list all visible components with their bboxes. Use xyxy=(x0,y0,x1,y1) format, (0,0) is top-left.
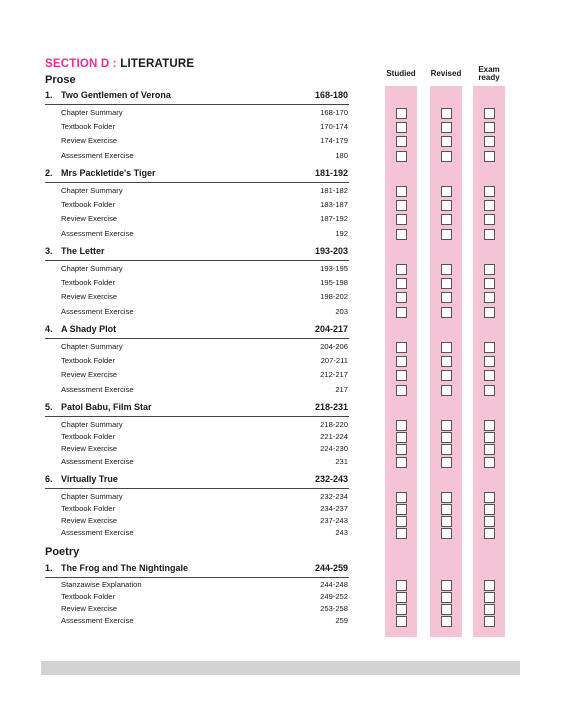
exam-ready-checkbox[interactable] xyxy=(484,370,495,381)
exam-ready-checkbox[interactable] xyxy=(484,292,495,303)
studied-checkbox[interactable] xyxy=(396,122,407,133)
item-pages: 204-206 xyxy=(320,342,348,351)
revised-checkbox[interactable] xyxy=(441,108,452,119)
revised-column-header: Revised xyxy=(430,69,462,78)
item-pages: 168-170 xyxy=(320,108,348,117)
list-item xyxy=(61,264,348,276)
item-name: Review Exercise xyxy=(61,444,118,453)
list-item xyxy=(61,492,348,504)
item-pages: 193-195 xyxy=(320,264,348,273)
item-name: Review Exercise xyxy=(61,136,118,145)
prose-heading: Prose xyxy=(45,74,76,86)
item-pages: 231 xyxy=(335,457,348,466)
list-item xyxy=(61,307,348,319)
chapter-title: The Frog and The Nightingale xyxy=(61,563,188,573)
list-item xyxy=(61,292,348,304)
revised-checkbox[interactable] xyxy=(441,307,452,318)
studied-checkbox[interactable] xyxy=(396,108,407,119)
studied-checkbox[interactable] xyxy=(396,342,407,353)
revised-checkbox[interactable] xyxy=(441,432,452,443)
exam-header-line2: ready xyxy=(478,73,500,82)
exam-ready-checkbox[interactable] xyxy=(484,604,495,615)
item-name: Assessment Exercise xyxy=(61,229,134,238)
item-name: Textbook Folder xyxy=(61,592,116,601)
list-item xyxy=(61,122,348,134)
exam-ready-checkbox[interactable] xyxy=(484,528,495,539)
studied-checkbox[interactable] xyxy=(396,370,407,381)
exam-ready-checkbox[interactable] xyxy=(484,504,495,515)
item-pages: 195-198 xyxy=(320,278,348,287)
list-item xyxy=(61,516,348,528)
item-name: Review Exercise xyxy=(61,516,118,525)
studied-checkbox[interactable] xyxy=(396,580,407,591)
studied-checkbox[interactable] xyxy=(396,200,407,211)
exam-ready-checkbox[interactable] xyxy=(484,492,495,503)
studied-checkbox[interactable] xyxy=(396,136,407,147)
item-name: Chapter Summary xyxy=(61,420,123,429)
chapter-heading xyxy=(45,324,349,339)
item-name: Chapter Summary xyxy=(61,186,123,195)
item-pages: 203 xyxy=(335,307,348,316)
list-item xyxy=(61,616,348,628)
studied-checkbox[interactable] xyxy=(396,264,407,275)
list-item xyxy=(61,200,348,212)
studied-checkbox[interactable] xyxy=(396,278,407,289)
chapter-number: 3. xyxy=(45,246,53,256)
chapter-number: 5. xyxy=(45,402,53,412)
item-pages: 217 xyxy=(335,385,348,394)
item-pages: 224-230 xyxy=(320,444,348,453)
section-name: LITERATURE xyxy=(120,58,195,70)
item-pages: 198-202 xyxy=(320,292,348,301)
item-pages: 234-237 xyxy=(320,504,348,513)
exam-ready-checkbox[interactable] xyxy=(484,580,495,591)
exam-ready-checkbox[interactable] xyxy=(484,186,495,197)
exam-ready-checkbox[interactable] xyxy=(484,516,495,527)
item-pages: 259 xyxy=(335,616,348,625)
list-item xyxy=(61,151,348,163)
item-name: Assessment Exercise xyxy=(61,457,134,466)
list-item xyxy=(61,108,348,120)
item-name: Chapter Summary xyxy=(61,264,123,273)
exam-ready-checkbox[interactable] xyxy=(484,356,495,367)
item-name: Textbook Folder xyxy=(61,356,116,365)
revised-checkbox[interactable] xyxy=(441,457,452,468)
item-name: Textbook Folder xyxy=(61,504,116,513)
footer-bar xyxy=(41,661,520,675)
studied-checkbox[interactable] xyxy=(396,604,407,615)
item-pages: 207-211 xyxy=(320,356,348,365)
studied-checkbox[interactable] xyxy=(396,592,407,603)
chapter-number: 4. xyxy=(45,324,53,334)
revised-checkbox[interactable] xyxy=(441,528,452,539)
studied-checkbox[interactable] xyxy=(396,186,407,197)
item-name: Stanzawise Explanation xyxy=(61,580,142,589)
item-name: Assessment Exercise xyxy=(61,616,134,625)
studied-column-header: Studied xyxy=(386,69,416,78)
list-item xyxy=(61,370,348,382)
list-item xyxy=(61,186,348,198)
item-pages: 192 xyxy=(335,229,348,238)
revised-checkbox[interactable] xyxy=(441,342,452,353)
studied-checkbox[interactable] xyxy=(396,420,407,431)
item-pages: 218-220 xyxy=(320,420,348,429)
list-item xyxy=(61,444,348,456)
item-name: Assessment Exercise xyxy=(61,307,134,316)
chapter-heading xyxy=(45,246,349,261)
item-pages: 180 xyxy=(335,151,348,160)
chapter-title: Mrs Packletide's Tiger xyxy=(61,168,156,178)
item-name: Chapter Summary xyxy=(61,342,123,351)
item-pages: 187-192 xyxy=(320,214,348,223)
exam-ready-checkbox[interactable] xyxy=(484,122,495,133)
item-pages: 170-174 xyxy=(320,122,348,131)
chapter-pages: 244-259 xyxy=(314,563,348,573)
exam-ready-checkbox[interactable] xyxy=(484,616,495,627)
exam-ready-checkbox[interactable] xyxy=(484,229,495,240)
revised-checkbox[interactable] xyxy=(441,122,452,133)
revised-checkbox[interactable] xyxy=(441,214,452,225)
revised-checkbox[interactable] xyxy=(441,504,452,515)
revised-checkbox[interactable] xyxy=(441,292,452,303)
chapter-title: A Shady Plot xyxy=(61,324,117,334)
item-pages: 244-248 xyxy=(320,580,348,589)
exam-ready-column-header xyxy=(470,66,508,82)
chapter-heading xyxy=(45,90,349,105)
item-name: Review Exercise xyxy=(61,292,118,301)
item-name: Textbook Folder xyxy=(61,432,116,441)
revised-checkbox[interactable] xyxy=(441,356,452,367)
exam-ready-checkbox[interactable] xyxy=(484,385,495,396)
exam-ready-checkbox[interactable] xyxy=(484,592,495,603)
item-pages: 232-234 xyxy=(320,492,348,501)
list-item xyxy=(61,528,348,540)
revised-checkbox[interactable] xyxy=(441,616,452,627)
item-pages: 243 xyxy=(335,528,348,537)
chapter-pages: 204-217 xyxy=(314,324,348,334)
chapter-title: Virtually True xyxy=(61,474,118,484)
list-item xyxy=(61,385,348,397)
chapter-heading xyxy=(45,474,349,489)
revised-checkbox[interactable] xyxy=(441,592,452,603)
studied-checkbox[interactable] xyxy=(396,457,407,468)
studied-checkbox[interactable] xyxy=(396,492,407,503)
studied-checkbox[interactable] xyxy=(396,214,407,225)
revised-checkbox[interactable] xyxy=(441,580,452,591)
list-item xyxy=(61,457,348,469)
studied-checkbox[interactable] xyxy=(396,307,407,318)
revised-checkbox[interactable] xyxy=(441,151,452,162)
item-pages: 212-217 xyxy=(320,370,348,379)
item-pages: 249-252 xyxy=(320,592,348,601)
item-pages: 253-258 xyxy=(320,604,348,613)
studied-checkbox[interactable] xyxy=(396,292,407,303)
exam-ready-checkbox[interactable] xyxy=(484,214,495,225)
chapter-heading xyxy=(45,402,349,417)
chapter-heading xyxy=(45,168,349,183)
revised-checkbox[interactable] xyxy=(441,516,452,527)
item-name: Review Exercise xyxy=(61,214,118,223)
item-name: Assessment Exercise xyxy=(61,528,134,537)
studied-checkbox[interactable] xyxy=(396,432,407,443)
exam-ready-checkbox[interactable] xyxy=(484,457,495,468)
list-item xyxy=(61,604,348,616)
item-pages: 237-243 xyxy=(320,516,348,525)
chapter-title: Two Gentlemen of Verona xyxy=(61,90,171,100)
chapter-number: 2. xyxy=(45,168,53,178)
item-pages: 221-224 xyxy=(320,432,348,441)
studied-checkbox[interactable] xyxy=(396,616,407,627)
chapter-title: The Letter xyxy=(61,246,105,256)
chapter-pages: 193-203 xyxy=(314,246,348,256)
revised-checkbox[interactable] xyxy=(441,186,452,197)
section-title xyxy=(45,58,194,70)
item-name: Chapter Summary xyxy=(61,492,123,501)
revised-checkbox[interactable] xyxy=(441,200,452,211)
exam-ready-checkbox[interactable] xyxy=(484,200,495,211)
chapter-number: 1. xyxy=(45,563,53,573)
item-name: Assessment Exercise xyxy=(61,151,134,160)
studied-checkbox[interactable] xyxy=(396,516,407,527)
exam-ready-checkbox[interactable] xyxy=(484,151,495,162)
item-name: Review Exercise xyxy=(61,370,118,379)
item-pages: 183-187 xyxy=(320,200,348,209)
section-prefix: SECTION D : xyxy=(45,58,117,70)
list-item xyxy=(61,229,348,241)
revised-checkbox[interactable] xyxy=(441,136,452,147)
list-item xyxy=(61,432,348,444)
exam-ready-checkbox[interactable] xyxy=(484,342,495,353)
chapter-pages: 168-180 xyxy=(314,90,348,100)
list-item xyxy=(61,420,348,432)
chapter-heading xyxy=(45,563,349,578)
studied-checkbox[interactable] xyxy=(396,229,407,240)
list-item xyxy=(61,278,348,290)
exam-ready-checkbox[interactable] xyxy=(484,307,495,318)
revised-checkbox[interactable] xyxy=(441,604,452,615)
chapter-number: 6. xyxy=(45,474,53,484)
revised-checkbox[interactable] xyxy=(441,492,452,503)
list-item xyxy=(61,580,348,592)
studied-checkbox[interactable] xyxy=(396,444,407,455)
list-item xyxy=(61,592,348,604)
poetry-heading: Poetry xyxy=(45,546,80,558)
studied-checkbox[interactable] xyxy=(396,151,407,162)
exam-ready-checkbox[interactable] xyxy=(484,432,495,443)
list-item xyxy=(61,356,348,368)
item-name: Textbook Folder xyxy=(61,122,116,131)
chapter-pages: 232-243 xyxy=(314,474,348,484)
item-name: Textbook Folder xyxy=(61,278,116,287)
item-name: Assessment Exercise xyxy=(61,385,134,394)
list-item xyxy=(61,214,348,226)
revised-checkbox[interactable] xyxy=(441,420,452,431)
studied-checkbox[interactable] xyxy=(396,356,407,367)
studied-checkbox[interactable] xyxy=(396,528,407,539)
revised-checkbox[interactable] xyxy=(441,278,452,289)
list-item xyxy=(61,504,348,516)
list-item xyxy=(61,342,348,354)
studied-checkbox[interactable] xyxy=(396,385,407,396)
revised-checkbox[interactable] xyxy=(441,444,452,455)
revised-checkbox[interactable] xyxy=(441,264,452,275)
item-name: Review Exercise xyxy=(61,604,118,613)
chapter-pages: 218-231 xyxy=(314,402,348,412)
exam-ready-checkbox[interactable] xyxy=(484,444,495,455)
revised-checkbox[interactable] xyxy=(441,229,452,240)
chapter-title: Patol Babu, Film Star xyxy=(61,402,152,412)
exam-ready-checkbox[interactable] xyxy=(484,420,495,431)
list-item xyxy=(61,136,348,148)
exam-ready-checkbox[interactable] xyxy=(484,136,495,147)
item-name: Chapter Summary xyxy=(61,108,123,117)
exam-ready-checkbox[interactable] xyxy=(484,264,495,275)
item-pages: 181-182 xyxy=(320,186,348,195)
revised-checkbox[interactable] xyxy=(441,370,452,381)
item-name: Textbook Folder xyxy=(61,200,116,209)
exam-ready-checkbox[interactable] xyxy=(484,108,495,119)
chapter-number: 1. xyxy=(45,90,53,100)
exam-header-line1: Exam xyxy=(478,65,500,74)
item-pages: 174-179 xyxy=(320,136,348,145)
revised-checkbox[interactable] xyxy=(441,385,452,396)
exam-ready-checkbox[interactable] xyxy=(484,278,495,289)
chapter-pages: 181-192 xyxy=(314,168,348,178)
studied-checkbox[interactable] xyxy=(396,504,407,515)
